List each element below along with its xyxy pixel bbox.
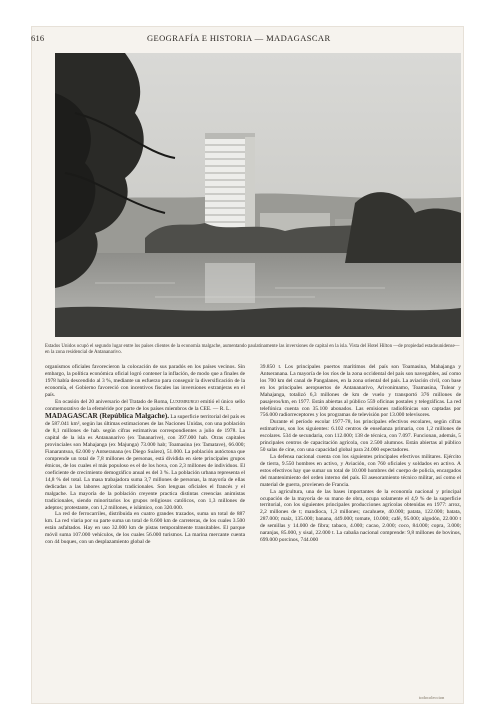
photo-caption: Estados Unidos ocupó el segundo lugar entre los países clientes de la economía malgache, aumentando paulatinamente las inversiones de capital en la isla. Vista del Hotel Hilton —de propiedad estadounidense— en la zona residencial de Antananarivo. — [45, 344, 460, 355]
watermark: todocoleccion — [419, 695, 445, 700]
hotel-tower — [205, 133, 255, 238]
section-heading: MADAGASCAR (República Malgache). — [45, 412, 170, 421]
text-column-right — [260, 364, 461, 544]
paragraph: 39.850 t. Los principales puertos marítimos del país son Toamasina, Mahajanga y Antseranana. La mayoría de los ríos de la zona occidental del país son navegables, así como los 700 km del canal de Pangalanes, en la zona oriental del país. La aviación civil, con base en los principales aeropuertos de Antananarivo, Arivonimamo, Toamasina, Tulear y Mahajanga, totalizó 6,3 millones de km de vuelo y transportó 376 millones de pasajeros/km, en 1977. Están abiertas al público 559 oficinas postales y telegráficas. La red telefónica cuenta con 35.100 abonados. Las emisiones radiofónicas son captadas por 756.000 radiorreceptores y los programas de televisión por 13.000 televisores. — [260, 364, 461, 419]
paragraph: La defensa nacional cuenta con los siguientes principales efectivos militares. Ejército de tierra, 9.550 hombres en activo, y Aviación, con 760 oficiales y soldados en activo. A estos efectivos hay que sumar un total de 10.000 hombres del cuerpo de policía, encargados del mantenimiento del orden interno del país. El asesoramiento técnico militar, así como el material de guerra, provienen de Francia. — [260, 453, 461, 488]
paragraph-text: emitió el único sello conmemorativo de la efeméride por parte de los países miembros de la CEE. — R. L. — [45, 398, 245, 412]
paragraph-madagascar — [45, 412, 245, 511]
paragraph: La red de ferrocarriles, distribuida en cuatro grandes trazados, suma un total de 887 km. La red viaria por su parte suma un total de 8.600 km de carreteras, de los cuales 3.500 están asfaltados. Hay en uso 32.000 km de pistas temporalmente transitables. El parque móvil suma 107.000 vehículos, de los cuales 56.000 turismos. La marina mercante cuenta con 44 buques, con un desplazamiento global de — [45, 511, 245, 546]
page-number: 616 — [31, 33, 45, 43]
hotel-photo-image — [55, 53, 461, 337]
book-page — [31, 26, 464, 704]
paragraph: organismos oficiales favorecieron la colocación de sus paradós en los países vecinos. Sin embargo, la política económica oficial logró contener la inflación, de modo que a finales de 1978 había descendido al 3 %, mediante un esfuerzo para conseguir la diversificación de la economía, el Gobierno favoreció con incentivos fiscales las inversiones extranjeras en el país. — [45, 364, 245, 398]
paragraph: Durante el período escolar 1977-78, los principales efectivos escolares, según cifras estimativas, son los siguientes: 6.102 centros de enseñanza primaria, con 1,2 millones de escolares. 534 de secundaria, con 112.000; 138 de técnica, con 7.097. Funcionan, además, 5 principales centros de capacitación agrícola, con 2.500 alumnos. Están abiertas al público 50 salas de cine, con una capacidad global para 24.000 espectadores. — [260, 419, 461, 454]
paragraph-rome-treaty — [45, 399, 245, 413]
page-header — [31, 32, 464, 48]
running-title: GEOGRAFÍA E HISTORIA — MADAGASCAR — [147, 33, 331, 43]
text-column-left — [45, 364, 245, 546]
hotel-photo — [55, 53, 461, 337]
country-name: Luxemburgo — [169, 398, 199, 405]
paragraph-text: La superficie territorial del país es de 587.041 km², según las últimas estimaciones de las Naciones Unidas, con una población de 8,1 millones de hab. según cifras estimativas correspondientes a julio de 1978. La capital de la isla es Antananarivo (ex Tananarive), con 397.000 hab. Otras capitales provinciales son Mahajanga (ex Majunga) 73.000 hab; Toamasina (ex Tamatave), 66.000; Fianarantsoa, 62.000 y Antseranana (ex Diego Suárez), 51.000. La población autóctona que comprende un total de 7,8 millones de personas, está dividida en siete principales grupos étnicos, de los cuales el más populoso es el de los hova, con 2,3 millones de individuos. El coeficiente de crecimiento demográfico anual es del 3 %. La población urbana representa el 14,8 % del total. La masa trabajadora suma 3,7 millones de personas, la mayoría de ellas dedicadas a las labores agrícolas tradicionales. Son lenguas oficiales el francés y el malgache. La mayoría de la población creyente practica distintas creencias animistas tradicionales, siendo minoritarios los grupos religiosos católicos, con 1,3 millones de adeptos; protestante, con 1,2 millones, e islámico, con 320.000. — [45, 414, 245, 511]
paragraph: La agricultura, una de las bases importantes de la economía nacional y principal ocupación de la mayoría de su mano de obra, ocupa solamente el 4,9 % de la superficie territorial, con los siguientes principales producciones agrícolas obtenidas en 1977: arroz, 2,2 millones de t; mandioca, 1,3 millones; cacahuete, 40.000; patata, 122.000; batata, 287.000; maíz, 135.000; banana, 449.000; tomate, 10.000; café, 95.000; algodón, 22.000 t de semillas y 14.000 de fibra; tabaco, 4.000; cacao, 2.000; coco, 84.000; copra, 3.000; naranjas, 85.000, y sisal, 22.000 t. La cabaña nacional comprende: 9,8 millones de bovinos, 699.000 porcinos, 744.000 — [260, 488, 461, 544]
paragraph-text: En ocasión del 20 aniversario del Tratado de Roma, — [55, 398, 170, 405]
